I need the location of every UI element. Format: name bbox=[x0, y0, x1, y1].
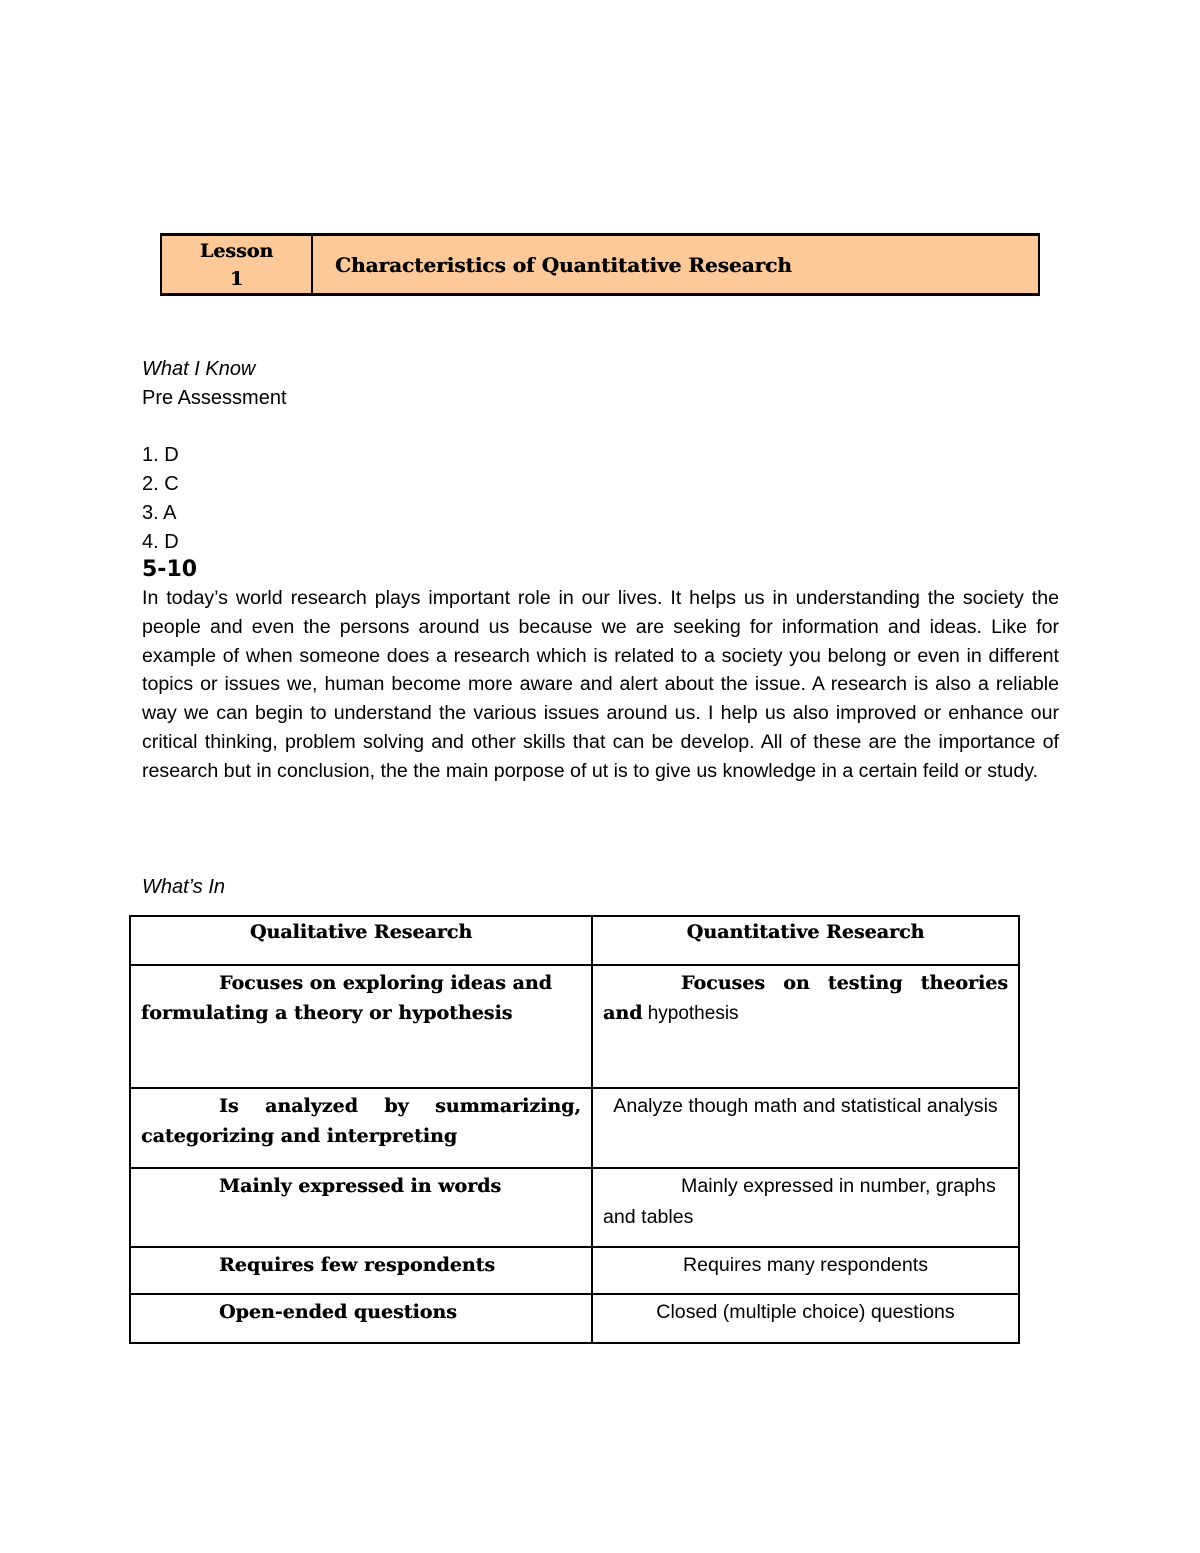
lesson-header-box bbox=[160, 233, 1040, 296]
answer-item: 3. A bbox=[142, 502, 177, 524]
header-qualitative: Qualitative Research bbox=[130, 916, 592, 965]
what-i-know-heading: What I Know bbox=[142, 358, 256, 380]
pre-assessment-subheading: Pre Assessment bbox=[142, 387, 287, 409]
quantitative-cell: Closed (multiple choice) questions bbox=[592, 1294, 1019, 1343]
lesson-number-cell bbox=[162, 236, 313, 293]
lesson-number: 1 bbox=[229, 267, 244, 290]
answer-item: 2. C bbox=[142, 473, 179, 495]
table-row bbox=[130, 1168, 1019, 1247]
table-row bbox=[130, 965, 1019, 1088]
qualitative-cell: Mainly expressed in words bbox=[130, 1168, 592, 1247]
qualitative-cell: Requires few respondents bbox=[130, 1247, 592, 1294]
table-row bbox=[130, 1088, 1019, 1168]
essay-text: In today’s world research plays important role in our lives. It helps us in understanding the society the people and even the persons around us because we are seeking for information and ideas. Like for example of when someone does a research which is related to a society you belong or even in different topics or issues we, human become more aware and alert about the issue. A research is also a reliable way we can begin to understand the various issues around us. I help us also improved or enhance our critical thinking, problem solving and other skills that can be develop. All of these are the importance of research but in conclusion, the the main porpose of ut is to give us knowledge in a certain feild or study. bbox=[142, 587, 1059, 782]
table-header-row bbox=[130, 916, 1019, 965]
range-heading: 5-10 bbox=[142, 557, 198, 582]
qualitative-cell: Is analyzed by summarizing, categorizing and interpreting bbox=[130, 1088, 592, 1168]
whats-in-heading: What’s In bbox=[142, 876, 225, 898]
table-row bbox=[130, 1294, 1019, 1343]
answer-item: 4. D bbox=[142, 531, 179, 553]
quantitative-cell: Focuses on testing theories and hypothesis bbox=[592, 965, 1019, 1088]
quantitative-cell: Requires many respondents bbox=[592, 1247, 1019, 1294]
essay-paragraph bbox=[142, 584, 1059, 786]
header-quantitative: Quantitative Research bbox=[592, 916, 1019, 965]
table-row bbox=[130, 1247, 1019, 1294]
answer-item: 1. D bbox=[142, 444, 179, 466]
lesson-label: Lesson bbox=[199, 239, 274, 262]
qualitative-cell: Open-ended questions bbox=[130, 1294, 592, 1343]
quantitative-cell: Mainly expressed in number, graphs and tables bbox=[592, 1168, 1019, 1247]
comparison-table bbox=[129, 915, 1020, 1344]
qualitative-cell: Focuses on exploring ideas and formulating a theory or hypothesis bbox=[130, 965, 592, 1088]
quantitative-cell: Analyze though math and statistical analysis bbox=[592, 1088, 1019, 1168]
lesson-title: Characteristics of Quantitative Research bbox=[335, 252, 792, 277]
